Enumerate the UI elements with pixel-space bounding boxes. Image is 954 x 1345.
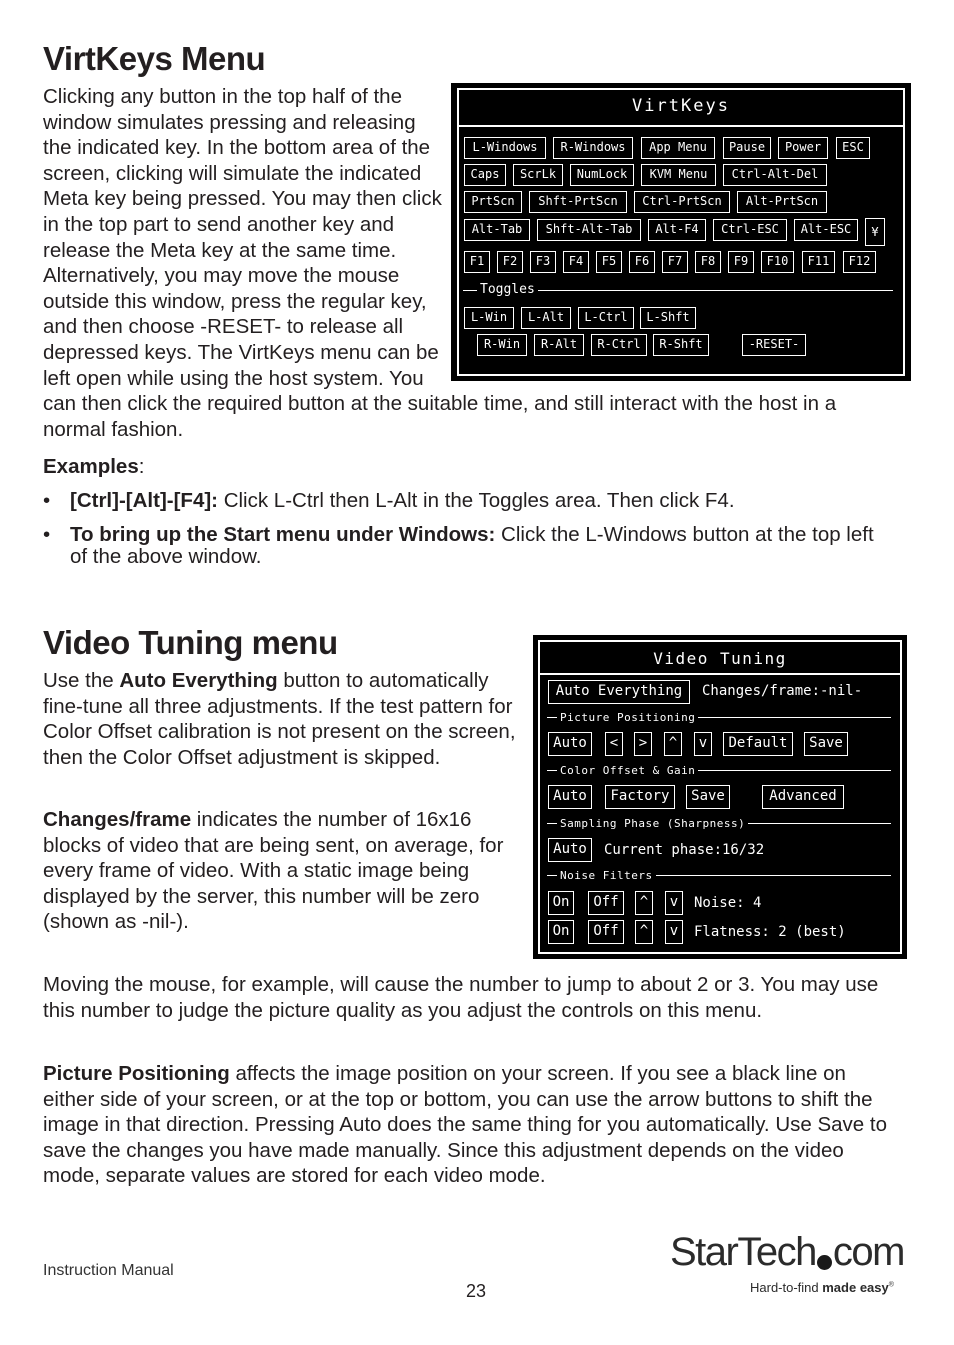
p4-bold: Picture Positioning (43, 1062, 230, 1085)
footer-manual-label: Instruction Manual (43, 1262, 174, 1279)
examples-list (43, 490, 893, 568)
toggle-r-alt[interactable]: R-Alt (534, 334, 584, 356)
changes-frame-readout: Changes/frame:-nil- (702, 683, 863, 699)
video-tuning-heading: Video Tuning menu (43, 624, 338, 661)
auto-everything-paragraph (43, 668, 523, 770)
key-caps[interactable]: Caps (464, 164, 506, 186)
logo-text-b: com (832, 1230, 904, 1274)
co-save-button[interactable]: Save (686, 785, 730, 809)
tagline-reg: ® (888, 1281, 894, 1289)
key-alt-prtscn[interactable]: Alt-PrtScn (737, 191, 827, 213)
text-wrap-spacer (449, 84, 873, 384)
bullet: • (43, 489, 51, 512)
example-item (43, 490, 893, 512)
noise-readout: Noise: 4 (694, 895, 762, 911)
tagline-a: Hard-to-find (750, 1280, 823, 1295)
key-f10[interactable]: F10 (761, 251, 794, 273)
example1-keys: [Ctrl]-[Alt]-[F4]: (70, 489, 218, 512)
p1-post: button to automatically fine-tune all three adjustments. If the test pattern for Color Offset calibration is not present on the screen, then the Color Offset adjustment is skipped. (43, 669, 516, 769)
key-l-windows[interactable]: L-Windows (464, 137, 546, 159)
picture-positioning-label: Picture Positioning (557, 711, 698, 725)
reset-button[interactable]: -RESET- (742, 334, 806, 356)
key-scrlk[interactable]: ScrLk (513, 164, 563, 186)
pp-default-button[interactable]: Default (723, 732, 793, 756)
flatness-up-button[interactable]: ^ (635, 920, 653, 944)
flatness-off-button[interactable]: Off (588, 920, 624, 944)
key-alt-tab[interactable]: Alt-Tab (464, 219, 530, 241)
key-kvm-menu[interactable]: KVM Menu (641, 164, 716, 186)
noise-up-button[interactable]: ^ (635, 891, 653, 915)
pp-right-button[interactable]: > (634, 732, 652, 756)
logo-text-a: StarTech (670, 1230, 816, 1274)
toggle-l-alt[interactable]: L-Alt (521, 307, 571, 329)
key-f5[interactable]: F5 (596, 251, 622, 273)
key-numlock[interactable]: NumLock (570, 164, 634, 186)
key-f2[interactable]: F2 (497, 251, 523, 273)
video-tuning-window (533, 635, 907, 959)
key-f4[interactable]: F4 (563, 251, 589, 273)
key-ctrl-alt-del[interactable]: Ctrl-Alt-Del (723, 164, 827, 186)
pp-save-button[interactable]: Save (804, 732, 848, 756)
video-tuning-title: Video Tuning (653, 649, 787, 668)
noise-off-button[interactable]: Off (588, 891, 624, 915)
auto-everything-button[interactable]: Auto Everything (548, 680, 690, 704)
key-prtscn[interactable]: PrtScn (464, 191, 522, 213)
noise-down-button[interactable]: v (665, 891, 683, 915)
changes-frame-paragraph (43, 807, 523, 935)
virtkeys-description-text: Clicking any button in the top half of the window simulates pressing and releasing the indicated key. In the bottom area of the screen, clicking will simulate the indicated Meta key being pressed. You may then click in the top part to send another key and release the Meta key at the same time. Alternatively, you may move the mouse outside this window, press the regular key, and then choose -RESET- to release all depressed keys. The VirtKeys menu can be left open while using the host system. You can then click the required button at the suitable time, and still interact with the host in a normal fashion. (43, 85, 837, 441)
key-f9[interactable]: F9 (728, 251, 754, 273)
color-offset-label: Color Offset & Gain (557, 764, 698, 778)
toggle-l-ctrl[interactable]: L-Ctrl (578, 307, 634, 329)
toggle-r-ctrl[interactable]: R-Ctrl (591, 334, 647, 356)
noise-on-button[interactable]: On (548, 891, 574, 915)
co-auto-button[interactable]: Auto (548, 785, 592, 809)
p1-bold: Auto Everything (119, 669, 278, 692)
pp-auto-button[interactable]: Auto (548, 732, 592, 756)
key-power[interactable]: Power (778, 137, 828, 159)
example-item (43, 524, 893, 568)
p4-post: affects the image position on your screen. If you see a black line on either side of your screen, or at the top or bottom, you can use the arrow buttons to shift the image in that direction. Pressing Auto does the same thing for you automatically. Use Save to save the changes you have made manually. Since this adjustment depends on the video mode, separate values are stored for each video mode. (43, 1062, 887, 1188)
toggle-l-win[interactable]: L-Win (464, 307, 514, 329)
key-app-menu[interactable]: App Menu (641, 137, 715, 159)
example2-text: Click the L-Windows button at the top left of the above window. (70, 523, 874, 568)
examples-heading (43, 454, 144, 480)
pp-left-button[interactable]: < (605, 732, 623, 756)
p1-pre: Use the (43, 669, 120, 692)
sp-auto-button[interactable]: Auto (548, 838, 592, 862)
key-f11[interactable]: F11 (802, 251, 835, 273)
examples-label: Examples (43, 455, 139, 478)
startech-logo (670, 1232, 904, 1295)
toggle-r-win[interactable]: R-Win (477, 334, 527, 356)
logo-tagline (750, 1280, 904, 1295)
current-phase-readout: Current phase:16/32 (604, 842, 765, 858)
key-f8[interactable]: F8 (695, 251, 721, 273)
flatness-readout: Flatness: 2 (best) (694, 924, 846, 940)
example1-text: Click L-Ctrl then L-Alt in the Toggles area. Then click F4. (218, 489, 735, 512)
pp-up-button[interactable]: ^ (664, 732, 682, 756)
key-shft-prtscn[interactable]: Shft-PrtScn (529, 191, 627, 213)
example2-title: To bring up the Start menu under Windows: (70, 523, 496, 546)
key-alt-esc[interactable]: Alt-ESC (794, 219, 858, 241)
flatness-down-button[interactable]: v (665, 920, 683, 944)
video-tuning-title-rule (540, 673, 900, 675)
key-esc[interactable]: ESC (836, 137, 870, 159)
flatness-on-button[interactable]: On (548, 920, 574, 944)
picture-positioning-paragraph (43, 1061, 888, 1189)
key-shft-alt-tab[interactable]: Shft-Alt-Tab (537, 219, 641, 241)
key-f3[interactable]: F3 (530, 251, 556, 273)
key-f1[interactable]: F1 (464, 251, 490, 273)
toggle-r-shft[interactable]: R-Shft (653, 334, 709, 356)
key-alt-f4[interactable]: Alt-F4 (648, 219, 706, 241)
noise-filters-label: Noise Filters (557, 869, 656, 883)
moving-mouse-paragraph: Moving the mouse, for example, will cause the number to jump to about 2 or 3. You may use this number to judge the picture quality as you adjust the controls on this menu. (43, 973, 879, 1022)
logo-wordmark (670, 1232, 904, 1272)
examples-colon: : (138, 455, 145, 478)
key-f12[interactable]: F12 (843, 251, 876, 273)
key-ctrl-esc[interactable]: Ctrl-ESC (713, 219, 787, 241)
toggle-l-shft[interactable]: L-Shft (640, 307, 696, 329)
sampling-phase-label: Sampling Phase (Sharpness) (557, 817, 748, 831)
virtkeys-heading: VirtKeys Menu (43, 40, 266, 77)
logo-dot-icon (817, 1255, 832, 1270)
key-f7[interactable]: F7 (662, 251, 688, 273)
key-f6[interactable]: F6 (629, 251, 655, 273)
co-factory-button[interactable]: Factory (605, 785, 675, 809)
key-yen[interactable]: ¥ (865, 218, 885, 246)
tagline-b: made easy (822, 1280, 889, 1295)
toggles-label: Toggles (477, 283, 538, 297)
p2-post: indicates the number of 16x16 blocks of video that are being sent, on average, for every frame of video. With a static image being displayed by the server, this number will be zero (shown as -nil-). (43, 808, 504, 934)
key-ctrl-prtscn[interactable]: Ctrl-PrtScn (634, 191, 730, 213)
virtkeys-title: VirtKeys (632, 96, 730, 116)
virtkeys-description (43, 84, 873, 442)
p2-bold: Changes/frame (43, 808, 192, 831)
key-r-windows[interactable]: R-Windows (553, 137, 633, 159)
co-advanced-button[interactable]: Advanced (762, 785, 844, 809)
pp-down-button[interactable]: v (694, 732, 712, 756)
key-pause[interactable]: Pause (723, 137, 771, 159)
bullet: • (43, 523, 51, 546)
page-number: 23 (466, 1281, 487, 1301)
